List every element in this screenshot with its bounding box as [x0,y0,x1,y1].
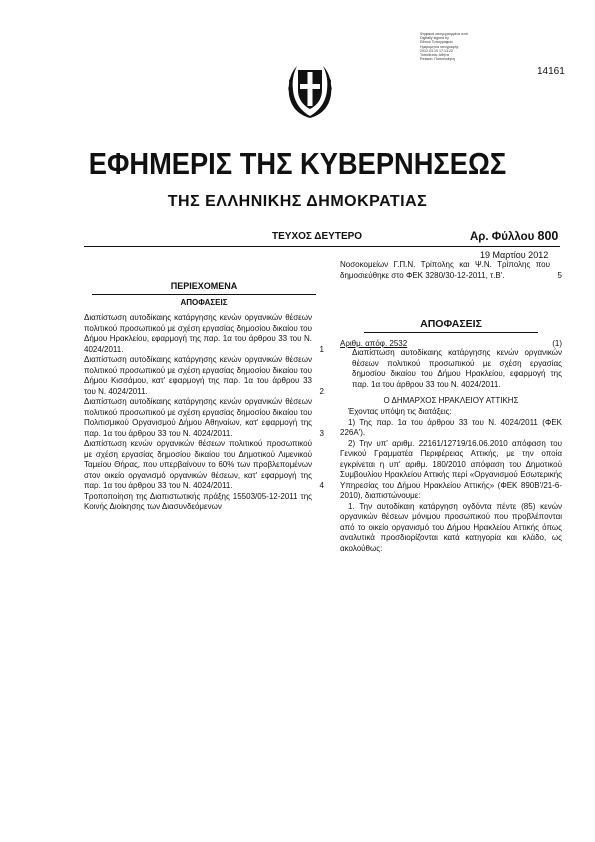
decisions-section [340,318,562,554]
contents-entry[interactable] [84,313,324,355]
decision-paragraph: 2) Την υπ' αριθμ. 22161/12719/16.06.2010 απόφαση του Γενικού Γραμματέα Περιφέρειας Αττικής, με την οποία εγκρίνεται η υπ' αριθμ. 180/2010 απόφαση του Δημοτικού Συμβουλίου Ηρακλείου Αττικής περί «Οργανισμού Εσωτερικής Υπηρεσίας του Δήμου Ηρακλείου Αττικής» (ΦΕΚ 890Β'/21-6-2010), διαπιστώνουμε: [340,438,562,500]
contents-entry[interactable] [84,492,324,513]
signature-line: Digitally signed by [420,36,449,41]
contents-entry-text: Νοσοκομείων Γ.Π.Ν. Τρίπολης και Ψ.Ν. Τρίπολης που δημοσιεύθηκε στο ΦΕΚ 3280/30-12-2011, τ.Β'. [340,260,550,280]
contents-divider [92,294,316,295]
contents-entry[interactable] [84,355,324,397]
decision-paragraph: 1) Της παρ. 1α του άρθρου 33 του Ν. 4024/2011 (ΦΕΚ 226Α'). [340,417,562,437]
contents-entry-text: Διαπίστωση κενών οργανικών θέσεων πολιτικού προσωπικού με σχέση εργασίας δημοσίου δικαίου του Δημοτικού Λιμενικού Ταμείου Θήρας, που υπερβαίνουν το 60% των προβλεπομένων στον οικείο οργανισμό οργανικών θέσεων, κατ' εφαρμογή της παρ. 1α του άρθρου 33 του Ν. 4024/2011. [84,439,312,490]
contents-subheading: ΑΠΟΦΑΣΕΙΣ [180,297,228,307]
page-number: 14161 [537,66,565,77]
contents-continuation [340,260,562,281]
contents-entry-page: 4 [319,481,324,490]
digital-signature-note [420,32,500,61]
decision-summary: Διαπίστωση αυτοδίκαιης κατάργησης κενών οργανικών θέσεων πολιτικού προσωπικού με σχέση εργασίας δημοσίου δικαίου του Δήμου Ηρακλείου, εφαρμογή της παρ. 1α του άρθρου 33 του Ν. 4024/2011. [352,348,562,389]
contents-column [84,281,324,513]
contents-entry[interactable] [340,260,562,281]
signature-line: Ψηφιακά υπογεγραμμένο από [420,32,468,36]
contents-entry[interactable] [84,397,324,439]
decision-number: Αριθμ. απόφ. 2532 [340,339,408,348]
header-divider [84,246,560,247]
decision-ref: (1) [552,339,562,348]
sheet-number-label [470,229,558,243]
decision-paragraph: 1. Την αυτοδίκαιη κατάργηση ογδόντα πέντε (85) κενών οργανικών θέσεων μόνιμου προσωπικού που προβλέπονται από το οικείο οργανισμό του Δήμου Ηρακλείου Αττικής όπως αναλυτικά προσδιορίζονται κατά κατηγορία και κλάδο, ως ακολούθως: [340,501,562,553]
sheet-number: 800 [537,229,559,243]
issue-date: 19 Μαρτίου 2012 [480,250,549,260]
signature-line: Ημερομηνία υπογραφής [420,44,459,49]
signature-line: Εθνικό Τυπογραφείο [420,40,453,45]
contents-entry-page: 5 [557,270,562,280]
sheet-label: Αρ. Φύλλου [470,231,535,243]
contents-entry-text: Διαπίστωση αυτοδίκαιης κατάργησης κενών οργανικών θέσεων πολιτικού προσωπικού με σχέση εργασίας δημοσίου δικαίου του Δήμου Κισσάμου, κατ' εφαρμογή της παρ. 1α του άρθρου 33 του Ν. 4024/2011. [84,355,312,396]
decision-paragraph: Έχοντας υπόψη τις διατάξεις: [348,407,452,416]
contents-entry-page: 1 [319,344,324,354]
contents-entry-text: Τροποποίηση της Διαπιστωτικής πράξης 15503/05-12-2011 της Κοινής Διοίκησης των Διασυνδεόμενων [84,491,312,511]
signature-line: 2012.03.19 17:13:22 [420,48,453,53]
contents-entry[interactable] [84,439,324,492]
contents-entry-text: Διαπίστωση αυτοδίκαιης κατάργησης κενών οργανικών θέσεων πολιτικού προσωπικού με σχέση εργασίας δημοσίου δικαίου του Δήμου Ηρακλείου, εφαρμογή της παρ. 1α του άρθρου 33 του Ν. 4024/2011. [84,313,312,354]
contents-entry-page: 2 [319,386,324,396]
decision-number-line [340,339,562,348]
decision-authority: Ο ΔΗΜΑΡΧΟΣ ΗΡΑΚΛΕΙΟΥ ΑΤΤΙΚΗΣ [383,396,519,405]
decisions-heading: ΑΠΟΦΑΣΕΙΣ [364,318,538,333]
gazette-subtitle: ΤΗΣ ΕΛΛΗΝΙΚΗΣ ΔΗΜΟΚΡΑΤΙΑΣ [167,193,428,210]
contents-entry-page: 3 [319,428,324,438]
signature-line: Τοποθεσία: Αθήνα [420,53,449,58]
coat-of-arms-icon [283,60,337,120]
gazette-title: ΕΦΗΜΕΡΙΣ ΤΗΣ ΚΥΒΕΡΝΗΣΕΩΣ [88,146,507,181]
contents-heading: ΠΕΡΙΕΧΟΜΕΝΑ [170,281,238,291]
issue-series: ΤΕΥΧΟΣ ΔΕΥΤΕΡΟ [272,231,363,242]
signature-line: Reason: Πιστοποίηση [420,57,455,62]
contents-entry-text: Διαπίστωση αυτοδίκαιης κατάργησης κενών οργανικών θέσεων πολιτικού προσωπικού με σχέση εργασίας δημοσίου δικαίου του Πολιτισμικού Οργανισμού Δήμου Αθηναίων, κατ' εφαρμογή της παρ. 1α του άρθρου 33 του Ν. 4024/2011. [84,397,312,438]
